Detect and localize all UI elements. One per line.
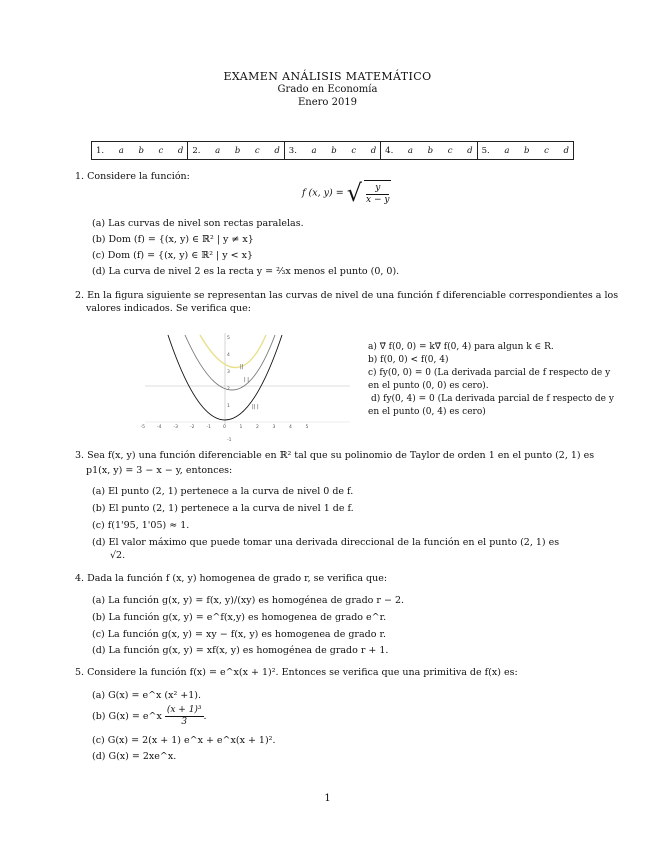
level-curves-plot [140, 330, 355, 443]
q4-option-d[interactable]: (d) La función g(x, y) = xf(x, y) es homogénea de grado r + 1. [92, 645, 389, 656]
q4-option-b[interactable]: (b) La función g(x, y) = e^f(x,y) es homogenea de grado e^r. [92, 612, 387, 623]
y-tick-label: 2 [227, 387, 230, 392]
q5-option-c[interactable]: (c) G(x) = 2(x + 1) e^x + e^x(x + 1)². [92, 735, 276, 746]
q3-option-c[interactable]: (c) f(1'95, 1'05) ≈ 1. [92, 520, 190, 531]
y-tick-label: -1 [227, 438, 232, 443]
answer-cell: 2. a b c d [188, 142, 284, 160]
q1-formula: f (x, y) = √ $\frac{y}{x - y}$ [302, 179, 390, 207]
q5-option-d[interactable]: (d) G(x) = 2xe^x. [92, 751, 177, 762]
option-d[interactable]: d [563, 145, 569, 156]
q2-option-c-cont: en el punto (0, 0) es cero). [368, 381, 489, 391]
q2-option-a[interactable]: a) ∇⃗ f(0, 0) = k∇⃗ f(0, 4) para algun k ∈ R. [368, 342, 554, 352]
q2-option-d-cont: en el punto (0, 4) es cero) [368, 407, 486, 417]
y-tick-label: 4 [227, 353, 230, 358]
x-tick-label: 2 [256, 425, 259, 430]
option-d[interactable]: d [177, 145, 184, 156]
x-tick-label: -1 [206, 425, 211, 430]
page-number: 1 [324, 793, 331, 804]
q3-option-b[interactable]: (b) El punto (2, 1) pertenece a la curva de nivel 1 de f. [92, 503, 354, 514]
q1-option-c[interactable]: (c) Dom (f) = {(x, y) ∈ ℝ² | y < x} [92, 250, 254, 261]
q1-stem: 1. Considere la función: [75, 171, 190, 182]
y-tick-label: 3 [227, 370, 230, 375]
q2-option-b[interactable]: b) f(0, 0) < f(0, 4) [368, 355, 449, 365]
q1-option-d[interactable]: (d) La curva de nivel 2 es la recta y = ⅔x menos el punto (0, 0). [92, 266, 400, 277]
option-b[interactable]: b [524, 145, 530, 156]
x-tick-label: 5 [305, 425, 309, 430]
degree-name: Grado en Economía [277, 84, 378, 95]
option-d[interactable]: d [467, 145, 473, 156]
y-tick-label: 1 [227, 404, 230, 409]
option-d[interactable]: d [274, 145, 280, 156]
q4-option-a[interactable]: (a) La función g(x, y) = f(x, y)/(xy) es homogénea de grado r − 2. [92, 595, 405, 606]
option-a[interactable]: a [215, 145, 221, 156]
exam-date: Enero 2019 [297, 97, 358, 108]
q2-option-c[interactable]: c) fy(0, 0) = 0 (La derivada parcial de f respecto de y [368, 368, 611, 378]
x-tick-label: 0 [223, 425, 226, 430]
option-b[interactable]: b [234, 145, 241, 156]
x-tick-label: 4 [289, 425, 292, 430]
q4-option-c[interactable]: (c) La función g(x, y) = xy − f(x, y) es homogenea de grado r. [92, 629, 386, 640]
option-a[interactable]: a [407, 145, 413, 156]
q2-stem: 2. En la figura siguiente se representan las curvas de nivel de una función f diferenciable correspondientes a los [75, 290, 619, 301]
option-c[interactable]: c [254, 145, 260, 156]
option-b[interactable]: b [427, 145, 434, 156]
x-tick-label: 1 [239, 425, 243, 430]
option-c[interactable]: c [447, 145, 453, 156]
answer-sheet [91, 141, 574, 160]
q3-stem-cont: p1(x, y) = 3 − x − y, entonces: [86, 465, 233, 476]
answer-cell: 1. a b c d [92, 142, 188, 160]
option-b[interactable]: b [138, 145, 144, 156]
level-label: || | [252, 404, 259, 410]
q5-option-b[interactable]: (b) G(x) = e^x $\frac{\text{(x + 1)³}}{3}$ . [92, 705, 207, 727]
q1-option-b[interactable]: (b) Dom (f) = {(x, y) ∈ ℝ² | y ≠ x} [92, 234, 254, 245]
x-tick-label: -5 [140, 425, 145, 430]
answer-cell: 4. a b c d [381, 142, 477, 160]
option-c[interactable]: c [351, 145, 357, 156]
level-label: | | [244, 377, 249, 383]
q1-option-a[interactable]: (a) Las curvas de nivel son rectas paralelas. [92, 218, 304, 229]
option-c[interactable]: c [544, 145, 549, 156]
option-b[interactable]: b [331, 145, 337, 156]
x-tick-labels [141, 424, 309, 430]
option-d[interactable]: d [370, 145, 377, 156]
option-a[interactable]: a [118, 145, 124, 156]
exam-title: EXAMEN ANÁLISIS MATEMÁTICO [223, 70, 432, 83]
q3-option-d-cont: √2. [110, 550, 126, 561]
q4-stem: 4. Dada la función f (x, y) homogenea de grado r, se verifica que: [75, 573, 388, 584]
q3-option-a[interactable]: (a) El punto (2, 1) pertenece a la curva de nivel 0 de f. [92, 486, 354, 497]
q3-option-d[interactable]: (d) El valor máximo que puede tomar una derivada direccional de la función en el punto (2, 1) es [92, 537, 560, 548]
q5-stem: 5. Considere la función f(x) = e^x(x + 1)². Entonces se verifica que una primitiva de f(x) es: [75, 667, 518, 678]
x-tick-label: -4 [157, 425, 162, 430]
option-a[interactable]: a [504, 145, 510, 156]
level-label: || [240, 364, 244, 370]
q2-stem-cont: valores indicados. Se verifica que: [86, 303, 251, 314]
x-tick-label: -2 [190, 425, 195, 430]
answer-cell: 3. a b c d [284, 142, 380, 160]
y-tick-labels [227, 335, 232, 443]
q3-stem: 3. Sea f(x, y) una función diferenciable en ℝ² tal que su polinomio de Taylor de orden 1 en el punto (2, 1) es [75, 450, 595, 461]
option-c[interactable]: c [158, 145, 164, 156]
x-tick-label: 3 [272, 425, 276, 430]
level-curve-inner [200, 335, 266, 368]
answer-cell: 5. a b c d [477, 142, 573, 160]
q2-option-d[interactable]: d) fy(0, 4) = 0 (La derivada parcial de f respecto de y [371, 394, 614, 404]
q5-option-a[interactable]: (a) G(x) = e^x (x² +1). [92, 690, 202, 701]
option-a[interactable]: a [311, 145, 317, 156]
y-tick-label: 5 [227, 336, 230, 341]
x-tick-label: -3 [173, 425, 178, 430]
